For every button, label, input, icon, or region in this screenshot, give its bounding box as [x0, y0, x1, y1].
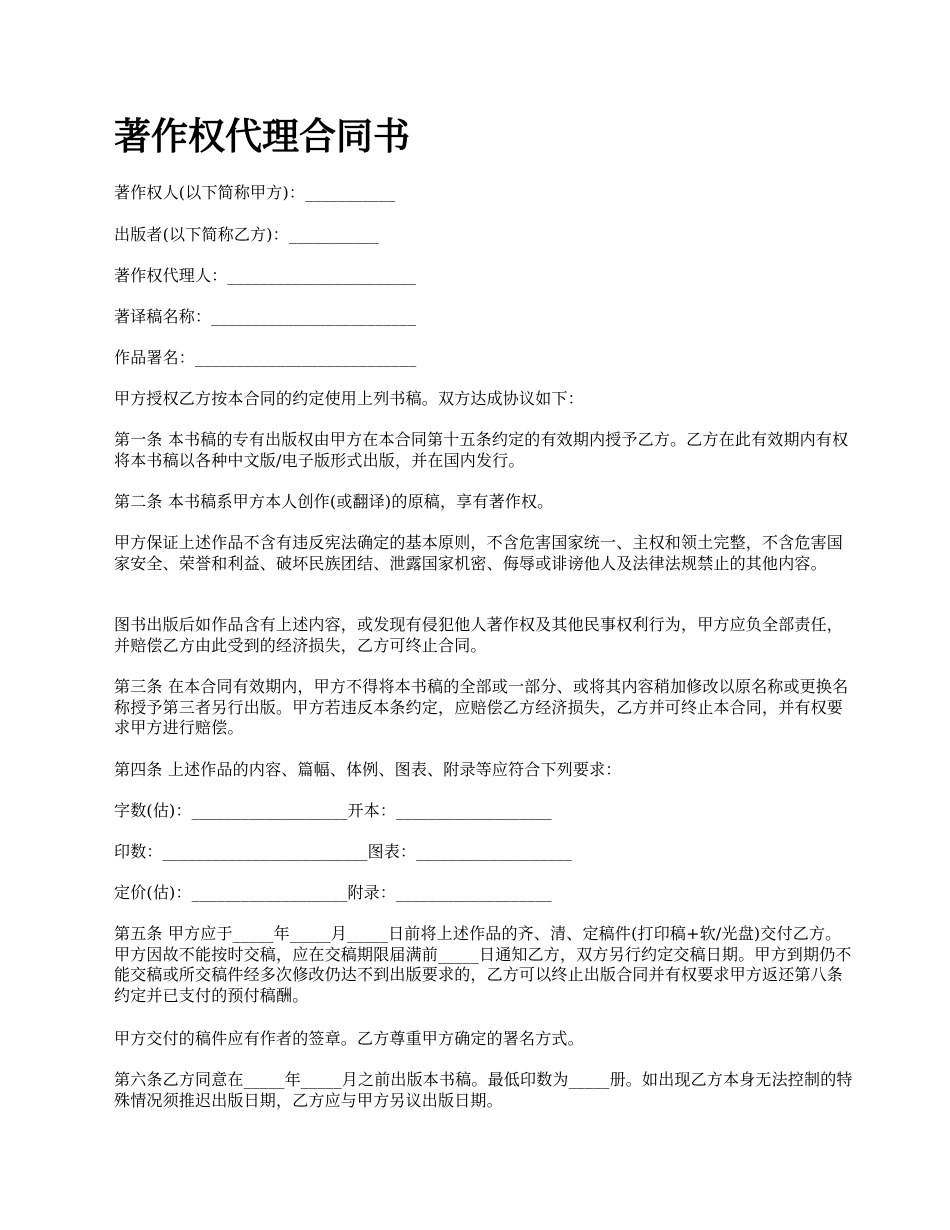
article-3: 第三条 在本合同有效期内，甲方不得将本书稿的全部或一部分、或将其内容稍加修改以原名称或更换名称授予第三者另行出版。甲方若违反本条约定，应赔偿乙方经济损失，乙方并可终止本合同，并有权要求甲方进行赔偿。 — [114, 677, 849, 737]
work-name-field: 著译稿名称：_________________________ — [114, 307, 417, 326]
spec-print-line: 印数：_________________________图表：___________________ — [114, 842, 572, 861]
intro-paragraph: 甲方授权乙方按本合同的约定使用上列书稿。双方达成协议如下： — [114, 389, 584, 408]
article-2: 第二条 本书稿系甲方本人创作(或翻译)的原稿，享有著作权。 — [114, 492, 554, 511]
spec-price-line: 定价(估)：___________________附录：___________________ — [114, 883, 552, 902]
agent-field: 著作权代理人：_______________________ — [114, 266, 417, 285]
article-6: 第六条乙方同意在_____年_____月之前出版本书稿。最低印数为_____册。如出现乙方本身无法控制的特殊情况须推迟出版日期，乙方应与甲方另议出版日期。 — [114, 1070, 853, 1110]
liability-paragraph: 图书出版后如作品含有上述内容，或发现有侵犯他人著作权及其他民事权利行为，甲方应负全部责任，并赔偿乙方由此受到的经济损失，乙方可终止合同。 — [114, 615, 844, 655]
publisher-party-field: 出版者(以下简称乙方)：___________ — [114, 225, 380, 244]
document-title: 著作权代理合同书 — [114, 114, 410, 158]
content-guarantee-paragraph: 甲方保证上述作品不含有违反宪法确定的基本原则，不含危害国家统一、主权和领土完整，不含危害国家安全、荣誉和利益、破坏民族团结、泄露国家机密、侮辱或诽谤他人及法律法规禁止的其他内容。 — [114, 533, 844, 573]
article-1: 第一条 本书稿的专有出版权由甲方在本合同第十五条约定的有效期内授予乙方。乙方在此有效期内有权将本书稿以各种中文版/电子版形式出版，并在国内发行。 — [114, 430, 849, 470]
author-party-field: 著作权人(以下简称甲方)：___________ — [114, 183, 396, 202]
signature-note-paragraph: 甲方交付的稿件应有作者的签章。乙方尊重甲方确定的署名方式。 — [114, 1029, 584, 1048]
signature-name-field: 作品署名：___________________________ — [114, 348, 417, 367]
spec-wordcount-line: 字数(估)：___________________开本：___________________ — [114, 801, 552, 820]
article-5: 第五条 甲方应于_____年_____月_____日前将上述作品的齐、清、定稿件(打印稿+软/光盘)交付乙方。甲方因故不能按时交稿，应在交稿期限届满前_____日通知乙方，双方另行约定交稿日期。甲方到期仍不能交稿或所交稿件经多次修改仍达不到出版要求的，乙方可以终止出版合同并有权要求甲方返还第八条约定并已支付的预付稿酬。 — [114, 924, 852, 1005]
article-4: 第四条 上述作品的内容、篇幅、体例、图表、附录等应符合下列要求： — [114, 760, 622, 779]
